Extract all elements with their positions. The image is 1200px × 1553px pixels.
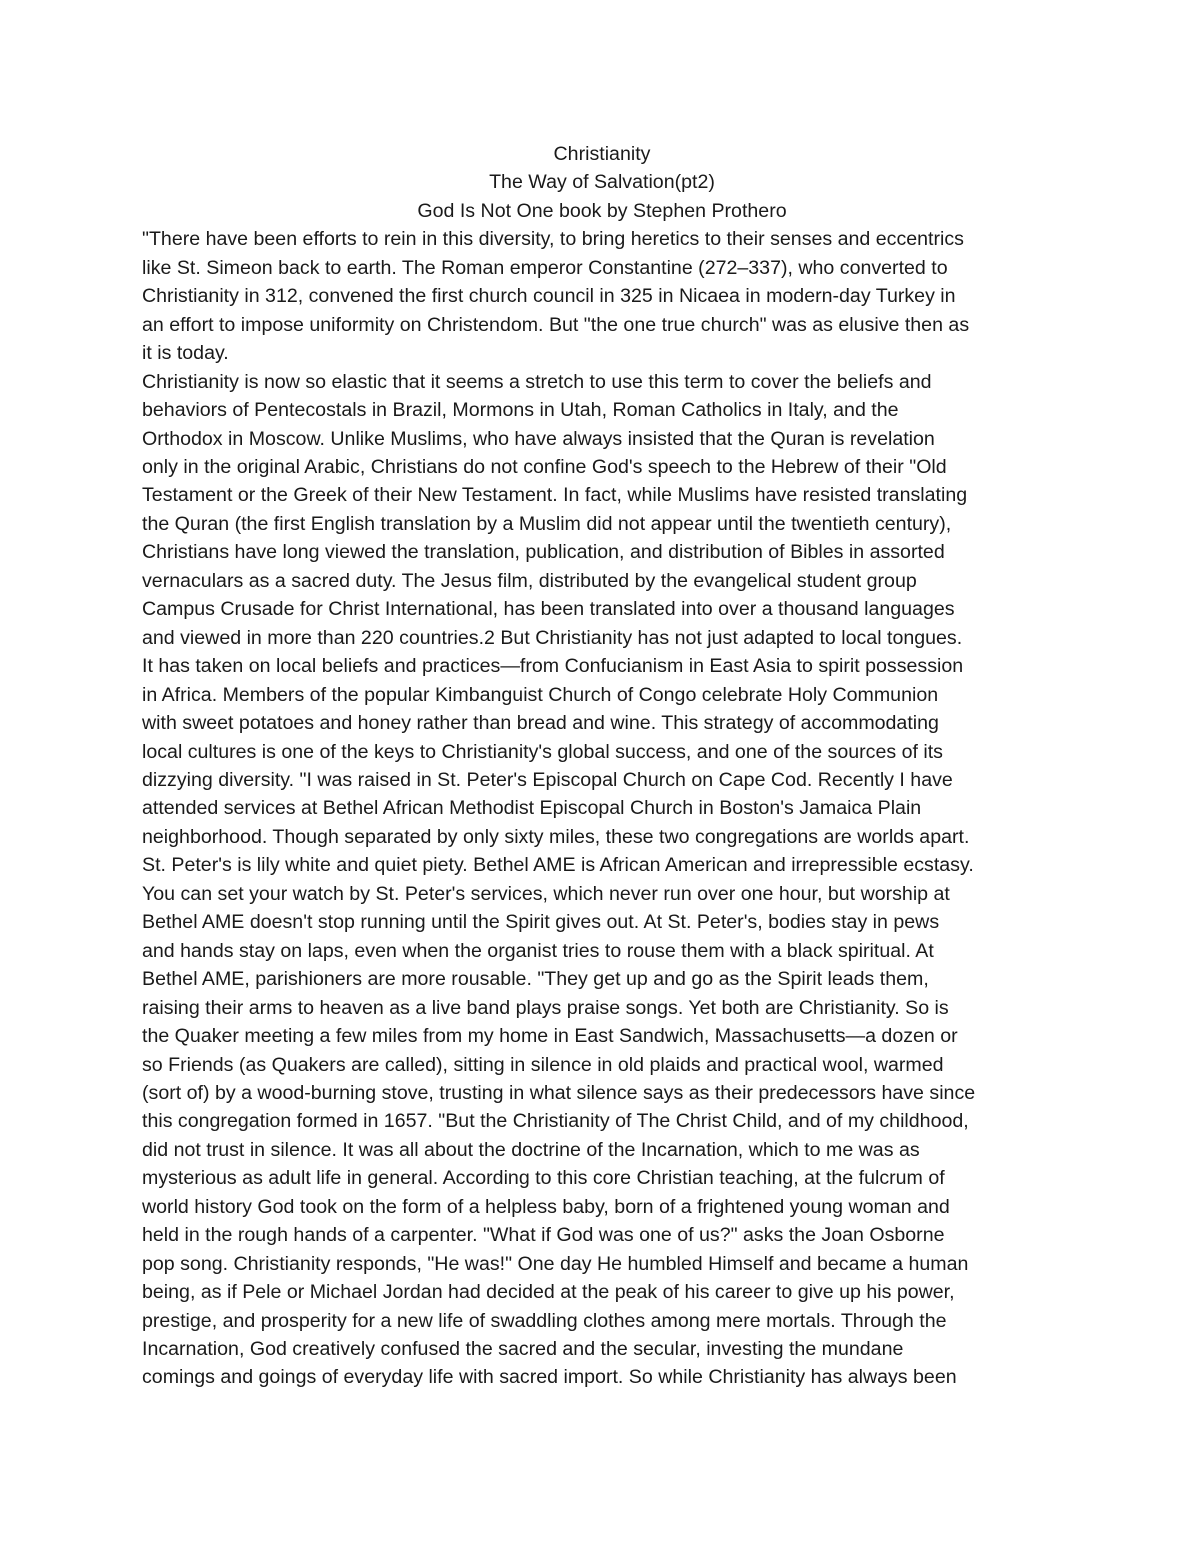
document-source: God Is Not One book by Stephen Prothero — [417, 199, 787, 222]
text-line: You can set your watch by St. Peter's services, which never run over one hour, but worship at — [142, 882, 950, 905]
text-line: (sort of) by a wood-burning stove, trusting in what silence says as their predecessors have since — [142, 1081, 976, 1104]
text-line: with sweet potatoes and honey rather than bread and wine. This strategy of accommodating — [142, 712, 939, 735]
text-line: attended services at Bethel African Methodist Episcopal Church in Boston's Jamaica Plain — [142, 797, 922, 820]
text-line: the Quaker meeting a few miles from my home in East Sandwich, Massachusetts—a dozen or — [142, 1025, 958, 1048]
text-line: like St. Simeon back to earth. The Roman emperor Constantine (272–337), who converted to — [142, 256, 948, 279]
text-line: Incarnation, God creatively confused the sacred and the secular, investing the mundane — [142, 1338, 904, 1361]
text-line: and hands stay on laps, even when the organist tries to rouse them with a black spiritual. At — [142, 939, 934, 962]
text-line: the Quran (the first English translation by a Muslim did not appear until the twentieth century), — [142, 512, 952, 535]
text-line: only in the original Arabic, Christians do not confine God's speech to the Hebrew of their "Old — [142, 455, 947, 478]
document-subtitle: The Way of Salvation(pt2) — [489, 171, 715, 194]
text-line: it is today. — [142, 342, 229, 365]
text-line: in Africa. Members of the popular Kimbanguist Church of Congo celebrate Holy Communion — [142, 683, 939, 706]
text-line: Bethel AME, parishioners are more rousable. "They get up and go as the Spirit leads them, — [142, 968, 929, 991]
text-line: neighborhood. Though separated by only sixty miles, these two congregations are worlds apart. — [142, 825, 970, 848]
text-line: an effort to impose uniformity on Christendom. But "the one true church" was as elusive then as — [142, 313, 970, 336]
text-line: It has taken on local beliefs and practices—from Confucianism in East Asia to spirit possession — [142, 655, 964, 678]
text-line: this congregation formed in 1657. "But the Christianity of The Christ Child, and of my childhood, — [142, 1110, 969, 1133]
text-line: and viewed in more than 220 countries.2 But Christianity has not just adapted to local tongues. — [142, 626, 963, 649]
text-line: Christians have long viewed the translation, publication, and distribution of Bibles in assorted — [142, 541, 945, 564]
text-line: mysterious as adult life in general. According to this core Christian teaching, at the fulcrum of — [142, 1167, 945, 1190]
text-line: local cultures is one of the keys to Christianity's global success, and one of the sources of its — [142, 740, 943, 763]
text-line: comings and goings of everyday life with sacred import. So while Christianity has always been — [142, 1366, 957, 1389]
body-text — [142, 225, 1062, 1392]
text-line: Orthodox in Moscow. Unlike Muslims, who have always insisted that the Quran is revelation — [142, 427, 935, 450]
document-title: Christianity — [553, 143, 651, 165]
text-line: Campus Crusade for Christ International, has been translated into over a thousand languages — [142, 598, 955, 621]
text-line: Testament or the Greek of their New Testament. In fact, while Muslims have resisted translating — [142, 484, 968, 507]
text-line: Christianity is now so elastic that it seems a stretch to use this term to cover the beliefs and — [142, 370, 932, 393]
text-line: St. Peter's is lily white and quiet piety. Bethel AME is African American and irrepressible ecstasy. — [142, 854, 974, 877]
text-line: "There have been efforts to rein in this diversity, to bring heretics to their senses and eccentrics — [142, 228, 964, 251]
text-line: Bethel AME doesn't stop running until the Spirit gives out. At St. Peter's, bodies stay in pews — [142, 911, 940, 934]
text-line: Christianity in 312, convened the first church council in 325 in Nicaea in modern-day Turkey in — [142, 285, 956, 308]
text-line: behaviors of Pentecostals in Brazil, Mormons in Utah, Roman Catholics in Italy, and the — [142, 399, 899, 422]
text-line: prestige, and prosperity for a new life of swaddling clothes among mere mortals. Through the — [142, 1309, 947, 1332]
text-line: so Friends (as Quakers are called), sitting in silence in old plaids and practical wool, warmed — [142, 1053, 944, 1076]
text-line: being, as if Pele or Michael Jordan had decided at the peak of his career to give up his power, — [142, 1281, 955, 1304]
text-line: held in the rough hands of a carpenter. "What if God was one of us?" asks the Joan Osborne — [142, 1224, 945, 1247]
text-line: raising their arms to heaven as a live band plays praise songs. Yet both are Christianity. So is — [142, 996, 949, 1019]
text-line: did not trust in silence. It was all about the doctrine of the Incarnation, which to me was as — [142, 1138, 920, 1161]
text-line: vernaculars as a sacred duty. The Jesus film, distributed by the evangelical student group — [142, 569, 917, 592]
document-page — [142, 140, 1062, 1392]
text-line: world history God took on the form of a helpless baby, born of a frightened young woman and — [142, 1195, 950, 1218]
text-line: pop song. Christianity responds, "He was!" One day He humbled Himself and became a human — [142, 1252, 969, 1275]
text-line: dizzying diversity. "I was raised in St. Peter's Episcopal Church on Cape Cod. Recently I have — [142, 768, 953, 791]
